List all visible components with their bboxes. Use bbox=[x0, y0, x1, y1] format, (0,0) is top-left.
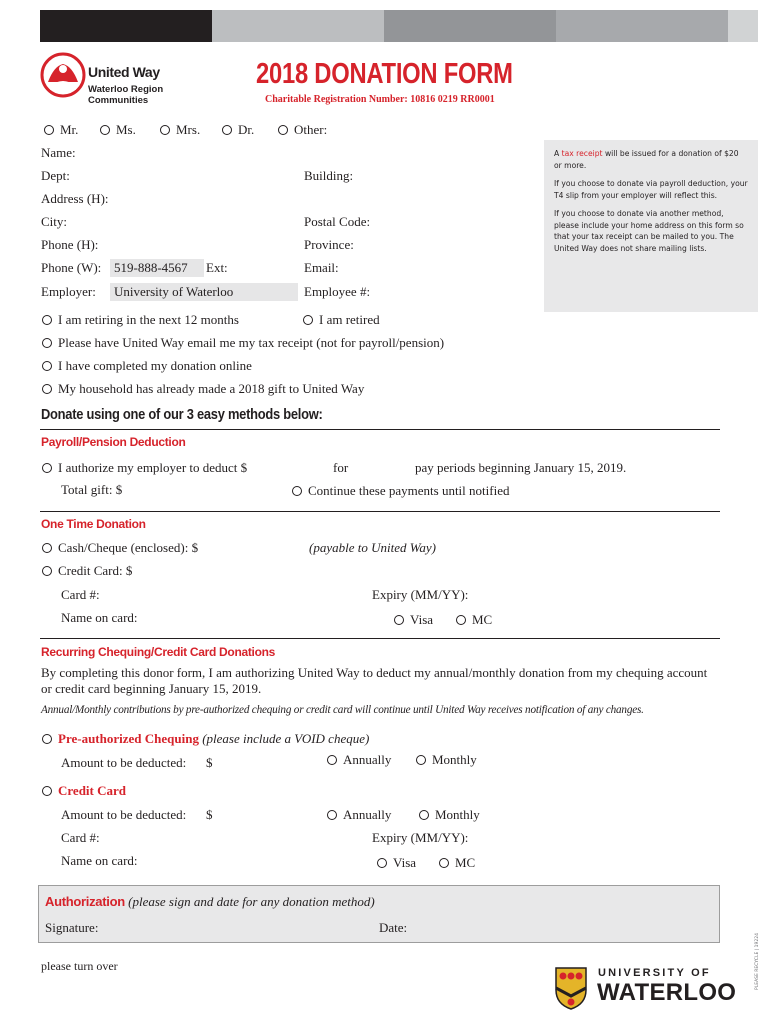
radio-circle-icon bbox=[42, 338, 52, 348]
option-retiring[interactable] bbox=[42, 312, 239, 328]
waterloo-crest-icon bbox=[554, 966, 588, 1010]
radio-circle-icon bbox=[42, 543, 52, 553]
option-preauthorized-chequing[interactable] bbox=[42, 731, 369, 747]
option-chequing-monthly[interactable] bbox=[416, 752, 477, 768]
recurring-card-number-field[interactable]: Card #: bbox=[61, 830, 100, 845]
label-retiring: I am retiring in the next 12 months bbox=[58, 312, 239, 327]
radio-circle-icon bbox=[292, 486, 302, 496]
radio-circle-icon bbox=[419, 810, 429, 820]
option-visa[interactable] bbox=[394, 612, 433, 628]
employee-number-field[interactable]: Employee #: bbox=[304, 284, 371, 299]
radio-circle-icon bbox=[416, 755, 426, 765]
label-visa: Visa bbox=[393, 855, 417, 870]
label-annually: Annually bbox=[343, 752, 392, 767]
info-paragraph-3: If you choose to donate via another method, please include your home address on this form so that your tax receipt can be mailed to you. The United Way does not share mailing lists. bbox=[554, 209, 744, 253]
option-credit-monthly[interactable] bbox=[419, 807, 480, 823]
label-annually: Annually bbox=[343, 807, 392, 822]
label-mrs: Mrs. bbox=[176, 122, 201, 137]
option-email-receipt[interactable] bbox=[42, 335, 444, 351]
credit-amount-input[interactable]: $ bbox=[206, 807, 213, 822]
radio-circle-icon bbox=[377, 858, 387, 868]
turn-over-note: please turn over bbox=[41, 959, 118, 973]
radio-circle-icon bbox=[42, 734, 52, 744]
option-household-gift[interactable] bbox=[42, 381, 364, 397]
recurring-name-on-card-field[interactable]: Name on card: bbox=[61, 853, 138, 868]
radio-circle-icon bbox=[303, 315, 313, 325]
uw-line-2: WATERLOO bbox=[597, 979, 737, 1006]
employer-input[interactable]: University of Waterloo bbox=[110, 283, 298, 301]
ext-field[interactable]: Ext: bbox=[206, 260, 228, 275]
one-time-section-title: One Time Donation bbox=[41, 517, 146, 531]
divider bbox=[40, 429, 720, 430]
card-number-field[interactable]: Card #: bbox=[61, 587, 100, 602]
label-recurring-credit-card: Credit Card bbox=[58, 783, 127, 798]
label-visa: Visa bbox=[410, 612, 434, 627]
charity-number: Charitable Registration Number: 10816 0219 RR0001 bbox=[265, 94, 495, 105]
header-color-bar bbox=[40, 10, 758, 42]
radio-circle-icon bbox=[42, 463, 52, 473]
radio-circle-icon bbox=[456, 615, 466, 625]
logo-sub-line-2: Communities bbox=[88, 95, 149, 106]
radio-circle-icon bbox=[327, 755, 337, 765]
radio-circle-icon bbox=[44, 125, 54, 135]
radio-mr[interactable] bbox=[44, 122, 78, 138]
info-paragraph-2: If you choose to donate via payroll deduction, your T4 slip from your employer will reflect this. bbox=[554, 179, 748, 200]
option-continue-payments[interactable] bbox=[292, 483, 509, 499]
university-of-waterloo-logo bbox=[554, 966, 737, 1014]
radio-other[interactable] bbox=[278, 122, 327, 138]
logo-sub-line-1: Waterloo Region bbox=[88, 84, 164, 95]
work-phone-label: Phone (W): bbox=[41, 260, 102, 275]
united-way-hand-icon bbox=[40, 52, 86, 98]
building-field[interactable]: Building: bbox=[304, 168, 354, 183]
label-other: Other: bbox=[294, 122, 328, 137]
name-on-card-field[interactable]: Name on card: bbox=[61, 610, 138, 625]
label-mc: MC bbox=[472, 612, 493, 627]
date-field[interactable]: Date: bbox=[379, 920, 408, 935]
recycle-code: PLEASE RECYCLE | 19224 bbox=[755, 933, 760, 990]
option-retired[interactable] bbox=[303, 312, 380, 328]
tax-receipt-link[interactable]: tax receipt bbox=[561, 149, 603, 158]
radio-circle-icon bbox=[222, 125, 232, 135]
option-recurring-credit-card[interactable] bbox=[42, 783, 126, 799]
label-preauthorized-chequing: Pre-authorized Chequing bbox=[58, 731, 199, 746]
methods-heading: Donate using one of our 3 easy methods below: bbox=[41, 406, 323, 423]
radio-circle-icon bbox=[42, 384, 52, 394]
payroll-for-label: for bbox=[333, 460, 349, 475]
label-monthly: Monthly bbox=[435, 807, 480, 822]
label-mc: MC bbox=[455, 855, 476, 870]
radio-circle-icon bbox=[327, 810, 337, 820]
recurring-section-title: Recurring Chequing/Credit Card Donations bbox=[41, 645, 276, 659]
info-text: A bbox=[554, 149, 562, 158]
recurring-expiry-field[interactable]: Expiry (MM/YY): bbox=[372, 830, 469, 845]
recurring-paragraph: By completing this donor form, I am authorizing United Way to deduct my annual/monthly donation from my chequing account or credit card beginning January 15, 2019. bbox=[41, 665, 708, 696]
radio-mrs[interactable] bbox=[160, 122, 200, 138]
label-credit-card-once: Credit Card: $ bbox=[58, 563, 133, 578]
form-title: 2018 DONATION FORM bbox=[256, 58, 513, 90]
divider bbox=[40, 638, 720, 639]
label-completed-online: I have completed my donation online bbox=[58, 358, 252, 373]
option-cash-cheque[interactable] bbox=[42, 540, 198, 556]
radio-circle-icon bbox=[42, 361, 52, 371]
label-household-gift: My household has already made a 2018 gift to United Way bbox=[58, 381, 365, 396]
label-email-receipt: Please have United Way email me my tax receipt (not for payroll/pension) bbox=[58, 335, 445, 350]
radio-ms[interactable] bbox=[100, 122, 136, 138]
credit-amount-label: Amount to be deducted: bbox=[61, 807, 187, 822]
label-dr: Dr. bbox=[238, 122, 255, 137]
option-payroll-authorize[interactable] bbox=[42, 460, 247, 476]
option-credit-annually[interactable] bbox=[327, 807, 391, 823]
label-ms: Ms. bbox=[116, 122, 136, 137]
chequing-amount-label: Amount to be deducted: bbox=[61, 755, 187, 770]
name-field[interactable]: Name: bbox=[41, 145, 76, 160]
label-retired: I am retired bbox=[319, 312, 380, 327]
void-cheque-note: (please include a VOID cheque) bbox=[202, 731, 370, 746]
divider bbox=[40, 511, 720, 512]
city-field[interactable]: City: bbox=[41, 214, 68, 229]
radio-dr[interactable] bbox=[222, 122, 254, 138]
radio-circle-icon bbox=[42, 786, 52, 796]
label-monthly: Monthly bbox=[432, 752, 477, 767]
radio-circle-icon bbox=[100, 125, 110, 135]
email-field[interactable]: Email: bbox=[304, 260, 339, 275]
employer-label: Employer: bbox=[41, 284, 96, 299]
info-paragraph-1 bbox=[554, 148, 748, 171]
radio-circle-icon bbox=[42, 566, 52, 576]
recurring-note: Annual/Monthly contributions by pre-authorized chequing or credit card will continue until United Way receives notification of any changes. bbox=[41, 704, 644, 716]
info-text: will be issued for a donation of $20 or more. bbox=[554, 149, 739, 170]
payroll-section-title: Payroll/Pension Deduction bbox=[41, 435, 186, 449]
option-credit-card-once[interactable] bbox=[42, 563, 132, 579]
home-phone-field[interactable]: Phone (H): bbox=[41, 237, 99, 252]
signature-field[interactable]: Signature: bbox=[45, 920, 99, 935]
payable-note: (payable to United Way) bbox=[309, 540, 436, 555]
authorization-note: (please sign and date for any donation method) bbox=[128, 894, 375, 909]
logo-name: United Way bbox=[88, 64, 160, 80]
total-gift-field[interactable]: Total gift: $ bbox=[61, 482, 123, 497]
option-mc[interactable] bbox=[456, 612, 492, 628]
radio-circle-icon bbox=[394, 615, 404, 625]
authorization-title: Authorization bbox=[45, 894, 125, 909]
label-cash-cheque: Cash/Cheque (enclosed): $ bbox=[58, 540, 199, 555]
option-chequing-annually[interactable] bbox=[327, 752, 391, 768]
label-continue-payments: Continue these payments until notified bbox=[308, 483, 510, 498]
chequing-amount-input[interactable]: $ bbox=[206, 755, 213, 770]
expiry-field[interactable]: Expiry (MM/YY): bbox=[372, 587, 469, 602]
option-recurring-visa[interactable] bbox=[377, 855, 416, 871]
option-completed-online[interactable] bbox=[42, 358, 252, 374]
work-phone-input[interactable]: 519-888-4567 bbox=[110, 259, 204, 277]
united-way-logo bbox=[40, 52, 190, 108]
pay-periods-text: pay periods beginning January 15, 2019. bbox=[415, 460, 627, 475]
option-recurring-mc[interactable] bbox=[439, 855, 475, 871]
tax-receipt-info-box bbox=[544, 140, 758, 312]
label-mr: Mr. bbox=[60, 122, 79, 137]
address-field[interactable]: Address (H): bbox=[41, 191, 109, 206]
radio-circle-icon bbox=[278, 125, 288, 135]
radio-circle-icon bbox=[439, 858, 449, 868]
authorization-heading bbox=[45, 894, 375, 910]
province-field[interactable]: Province: bbox=[304, 237, 354, 252]
authorization-box bbox=[38, 885, 720, 943]
label-payroll-authorize: I authorize my employer to deduct $ bbox=[58, 460, 248, 475]
radio-circle-icon bbox=[42, 315, 52, 325]
logo-subtitle bbox=[88, 84, 163, 106]
postal-code-field[interactable]: Postal Code: bbox=[304, 214, 371, 229]
uw-line-1: UNIVERSITY OF bbox=[598, 967, 711, 979]
radio-circle-icon bbox=[160, 125, 170, 135]
dept-field[interactable]: Dept: bbox=[41, 168, 70, 183]
